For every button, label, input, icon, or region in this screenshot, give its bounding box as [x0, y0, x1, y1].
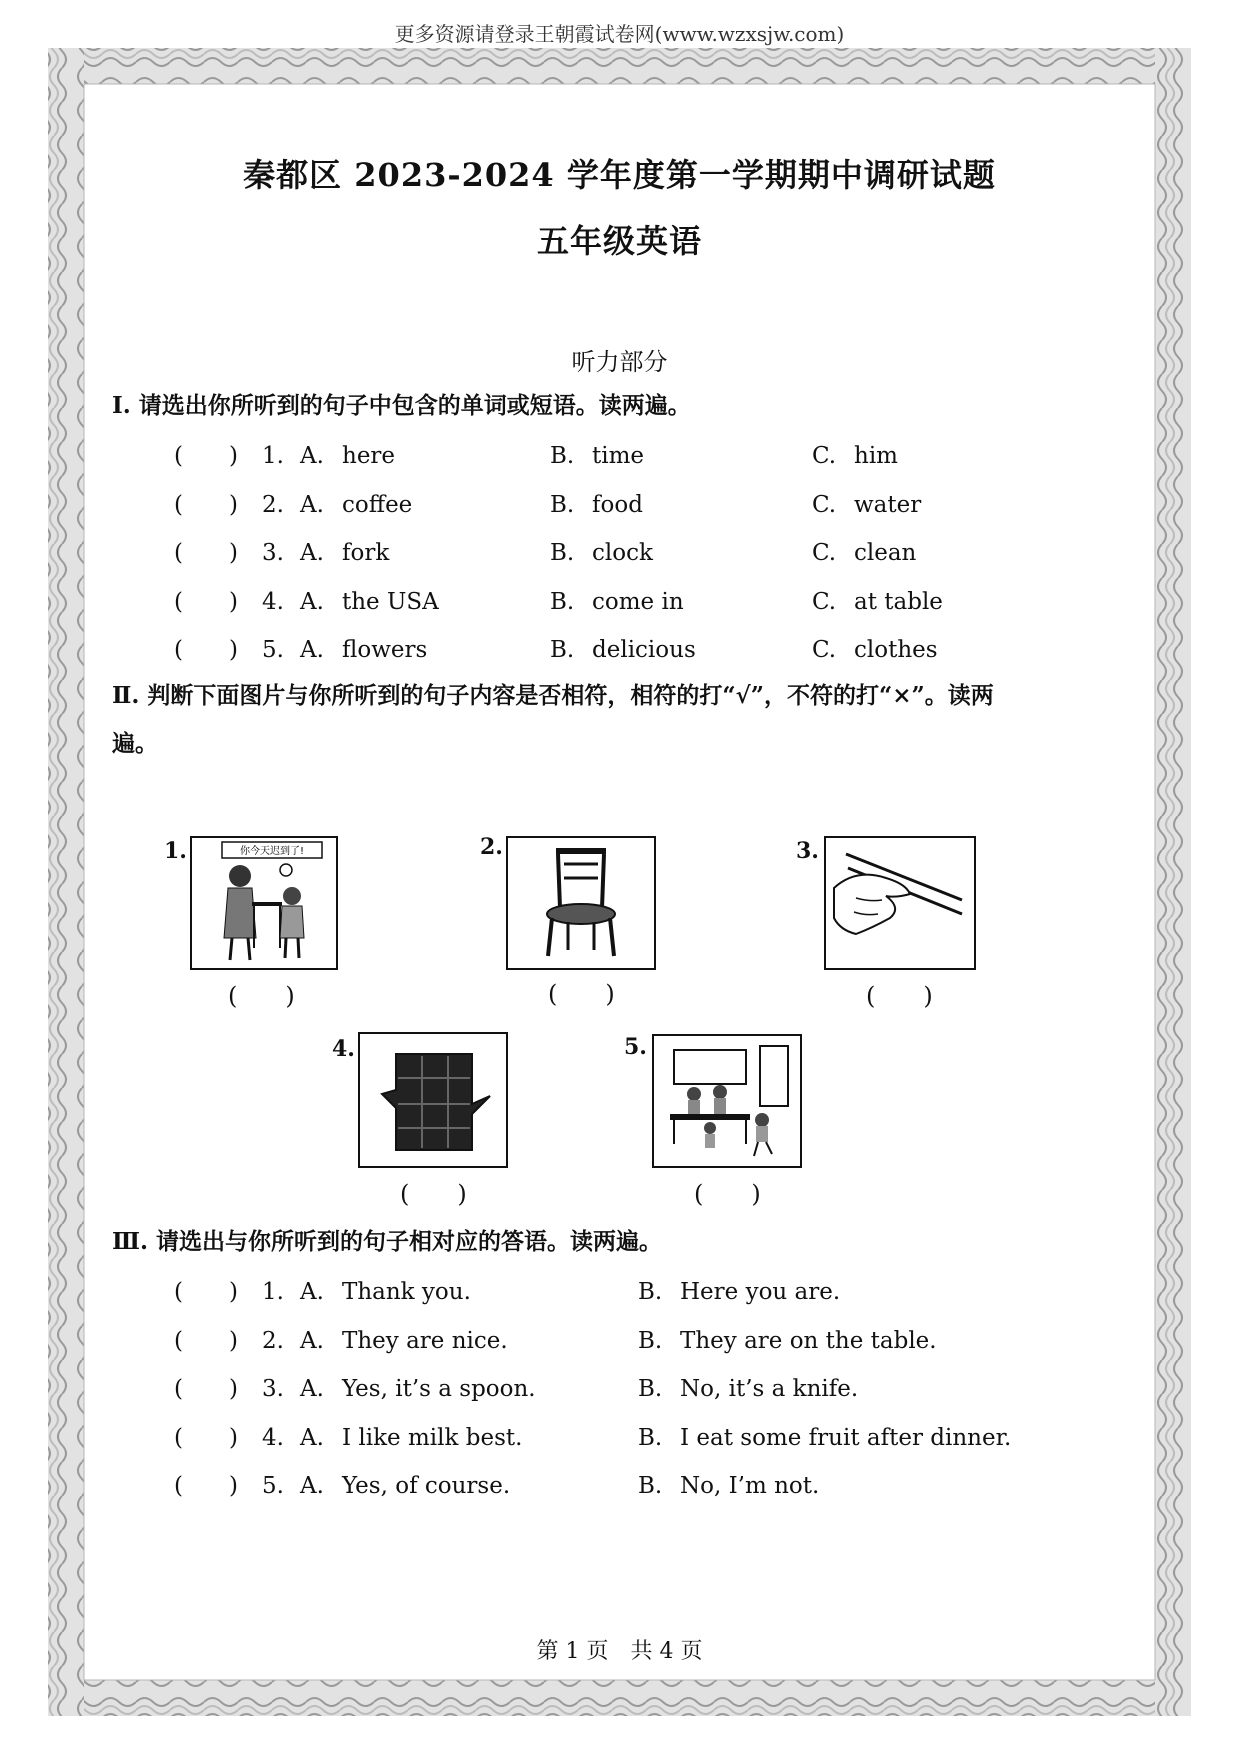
- picture-1: [190, 836, 338, 970]
- answer-paren[interactable]: ( ): [174, 637, 238, 663]
- part1-question-row: [174, 487, 1074, 523]
- picture-4-number: 4.: [332, 1036, 355, 1062]
- option-c-text: clothes: [854, 637, 938, 663]
- answer-paren[interactable]: ( ): [174, 491, 238, 518]
- chair-icon: [508, 838, 654, 968]
- option-c-label: C.: [812, 637, 837, 663]
- answer-paren[interactable]: ( ): [174, 1424, 238, 1451]
- question-number: 2.: [262, 1327, 284, 1354]
- option-b-text: come in: [592, 588, 684, 615]
- option-b-label: B.: [638, 1376, 663, 1402]
- page-footer: 第 1 页 共 4 页: [536, 1639, 703, 1664]
- option-a-label: A.: [300, 588, 324, 615]
- option-b-text: clock: [592, 540, 653, 566]
- classroom-children-icon: [654, 1036, 800, 1166]
- option-a-label: A.: [300, 1279, 324, 1305]
- option-b-label: B.: [550, 491, 575, 518]
- picture-1-sign: 你今天迟到了!: [239, 846, 305, 857]
- option-b-text: No, I’m not.: [680, 1473, 820, 1499]
- teacher-and-student-icon: [192, 838, 336, 968]
- chopsticks-hand-icon: [826, 838, 974, 968]
- part3-heading: Ⅲ. 请选出与你所听到的句子相对应的答语。读两遍。: [112, 1228, 663, 1255]
- option-b-text: delicious: [592, 637, 696, 663]
- exam-subtitle: 五年级英语: [536, 222, 702, 260]
- option-a-text: Yes, it’s a spoon.: [342, 1376, 536, 1402]
- option-a-text: the USA: [342, 588, 439, 615]
- part1-question-row: [174, 584, 1074, 620]
- picture-2-number: 2.: [480, 834, 503, 860]
- part2-heading: Ⅱ. 判断下面图片与你所听到的句子内容是否相符，相符的打“√”，不符的打“×”。读两: [112, 682, 994, 709]
- question-number: 5.: [262, 1473, 284, 1499]
- option-a-label: A.: [300, 540, 324, 566]
- option-b-label: B.: [550, 637, 575, 663]
- part2-heading-cont: 遍。: [112, 730, 158, 757]
- question-number: 3.: [262, 1376, 284, 1402]
- option-a-text: here: [342, 443, 396, 469]
- question-number: 4.: [262, 588, 284, 615]
- option-a-label: A.: [300, 637, 324, 663]
- picture-1-answer[interactable]: ( ): [228, 982, 295, 1010]
- picture-3-answer[interactable]: ( ): [866, 982, 933, 1010]
- option-a-text: fork: [342, 540, 390, 566]
- option-a-label: A.: [300, 443, 324, 469]
- part3-question-row: [174, 1468, 1074, 1504]
- answer-paren[interactable]: ( ): [174, 540, 238, 566]
- option-a-label: A.: [300, 1424, 324, 1451]
- option-b-label: B.: [638, 1424, 663, 1451]
- part1-question-row: [174, 438, 1074, 474]
- option-c-label: C.: [812, 540, 837, 566]
- option-c-label: C.: [812, 443, 837, 469]
- option-c-label: C.: [812, 588, 837, 615]
- part1-heading: Ⅰ. 请选出你所听到的句子中包含的单词或短语。读两遍。: [112, 392, 691, 419]
- option-a-text: coffee: [342, 491, 413, 518]
- option-a-text: I like milk best.: [342, 1424, 523, 1451]
- question-number: 5.: [262, 637, 284, 663]
- exam-title: 秦都区 2023-2024 学年度第一学期期中调研试题: [243, 156, 996, 194]
- picture-5-answer[interactable]: ( ): [694, 1180, 761, 1208]
- option-c-text: at table: [854, 588, 943, 615]
- answer-paren[interactable]: ( ): [174, 588, 238, 615]
- part3-question-row: [174, 1371, 1074, 1407]
- site-banner: 更多资源请登录王朝霞试卷网(www.wzxsjw.com): [394, 22, 845, 46]
- part3-question-row: [174, 1323, 1074, 1359]
- option-c-text: clean: [854, 540, 917, 566]
- part1-question-row: [174, 632, 1074, 668]
- option-b-label: B.: [638, 1327, 663, 1354]
- answer-paren[interactable]: ( ): [174, 443, 238, 469]
- picture-3: [824, 836, 976, 970]
- picture-2-answer[interactable]: ( ): [548, 980, 615, 1008]
- option-a-text: They are nice.: [342, 1327, 508, 1354]
- option-c-text: him: [854, 443, 898, 469]
- question-number: 1.: [262, 443, 284, 469]
- picture-1-number: 1.: [164, 838, 187, 864]
- option-b-label: B.: [550, 443, 575, 469]
- option-b-text: They are on the table.: [680, 1327, 937, 1354]
- option-b-label: B.: [638, 1279, 663, 1305]
- part3-question-row: [174, 1420, 1074, 1456]
- answer-paren[interactable]: ( ): [174, 1327, 238, 1354]
- option-a-label: A.: [300, 491, 324, 518]
- section-heading-listening: 听力部分: [571, 348, 668, 376]
- picture-5-number: 5.: [624, 1034, 647, 1060]
- answer-paren[interactable]: ( ): [174, 1279, 238, 1305]
- option-b-label: B.: [550, 588, 575, 615]
- chocolate-bar-icon: [360, 1034, 506, 1166]
- option-b-text: No, it’s a knife.: [680, 1376, 859, 1402]
- option-a-label: A.: [300, 1327, 324, 1354]
- option-a-label: A.: [300, 1473, 324, 1499]
- option-b-text: Here you are.: [680, 1279, 841, 1305]
- picture-4-answer[interactable]: ( ): [400, 1180, 467, 1208]
- option-a-text: Yes, of course.: [342, 1473, 511, 1499]
- option-b-label: B.: [638, 1473, 663, 1499]
- answer-paren[interactable]: ( ): [174, 1473, 238, 1499]
- question-number: 4.: [262, 1424, 284, 1451]
- option-b-label: B.: [550, 540, 575, 566]
- option-c-label: C.: [812, 491, 837, 518]
- question-number: 3.: [262, 540, 284, 566]
- part1-question-row: [174, 535, 1074, 571]
- option-b-text: food: [592, 491, 643, 518]
- option-a-text: flowers: [342, 637, 428, 663]
- picture-5: [652, 1034, 802, 1168]
- option-c-text: water: [854, 491, 922, 518]
- answer-paren[interactable]: ( ): [174, 1376, 238, 1402]
- option-a-label: A.: [300, 1376, 324, 1402]
- option-b-text: time: [592, 443, 645, 469]
- picture-2: [506, 836, 656, 970]
- option-a-text: Thank you.: [342, 1279, 471, 1305]
- part3-question-row: [174, 1274, 1074, 1310]
- question-number: 2.: [262, 491, 284, 518]
- picture-4: [358, 1032, 508, 1168]
- option-b-text: I eat some fruit after dinner.: [680, 1424, 1012, 1451]
- question-number: 1.: [262, 1279, 284, 1305]
- picture-3-number: 3.: [796, 838, 819, 864]
